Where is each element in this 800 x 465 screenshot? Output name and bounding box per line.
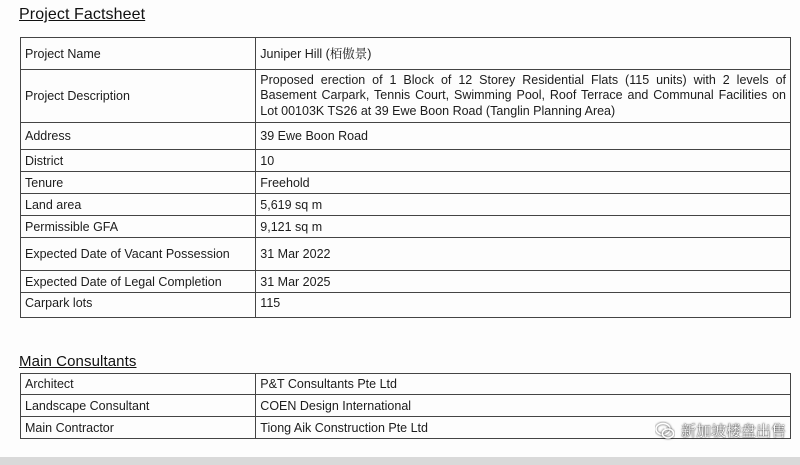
row-label-architect: Architect: [21, 374, 256, 395]
table-row: [21, 216, 791, 238]
row-label-legal-completion: Expected Date of Legal Completion: [21, 271, 256, 293]
row-label-tenure: Tenure: [21, 172, 256, 194]
row-label-project-name: Project Name: [21, 38, 256, 70]
row-value-project-name: Juniper Hill (栢傲景): [256, 38, 791, 70]
table-row: [21, 194, 791, 216]
table-row: [21, 150, 791, 172]
table-row: [21, 38, 791, 70]
row-value-legal-completion: 31 Mar 2025: [256, 271, 791, 293]
row-label-vacant-possession: Expected Date of Vacant Possession: [21, 238, 256, 271]
row-value-landscape-consultant: COEN Design International: [256, 395, 791, 417]
table-row: [21, 172, 791, 194]
table-row: [21, 70, 791, 123]
bottom-strip: [0, 457, 800, 465]
row-label-main-contractor: Main Contractor: [21, 417, 256, 439]
table-row: [21, 238, 791, 271]
row-value-land-area: 5,619 sq m: [256, 194, 791, 216]
row-label-land-area: Land area: [21, 194, 256, 216]
table-row: [21, 123, 791, 150]
watermark-text: 新加坡楼盘出售: [680, 422, 786, 440]
row-label-address: Address: [21, 123, 256, 150]
table-row: [21, 293, 791, 318]
row-value-vacant-possession: 31 Mar 2022: [256, 238, 791, 271]
table-row: [21, 374, 791, 395]
row-label-district: District: [21, 150, 256, 172]
row-value-architect: P&T Consultants Pte Ltd: [256, 374, 791, 395]
row-value-carpark-lots: 115: [256, 293, 791, 318]
row-value-project-description: Proposed erection of 1 Block of 12 Storey Residential Flats (115 units) with 2 levels of Basement Carpark, Tennis Court, Swimming Pool, Roof Terrace and Communal Facilities on Lot 00103K TS26 at 39 Ewe Boon Road (Tanglin Planning Area): [256, 70, 791, 123]
table-row: [21, 271, 791, 293]
wechat-icon: [655, 421, 675, 441]
row-label-carpark-lots: Carpark lots: [21, 293, 256, 318]
table-row: [21, 395, 791, 417]
consultants-title: Main Consultants: [19, 353, 137, 370]
row-value-main-contractor: Tiong Aik Construction Pte Ltd: [256, 417, 791, 439]
row-value-address: 39 Ewe Boon Road: [256, 123, 791, 150]
row-label-landscape-consultant: Landscape Consultant: [21, 395, 256, 417]
watermark: [655, 420, 786, 441]
factsheet-title: Project Factsheet: [19, 6, 146, 23]
row-value-district: 10: [256, 150, 791, 172]
row-value-permissible-gfa: 9,121 sq m: [256, 216, 791, 238]
row-label-project-description: Project Description: [21, 70, 256, 123]
row-label-permissible-gfa: Permissible GFA: [21, 216, 256, 238]
factsheet-table: [20, 37, 791, 318]
row-value-tenure: Freehold: [256, 172, 791, 194]
